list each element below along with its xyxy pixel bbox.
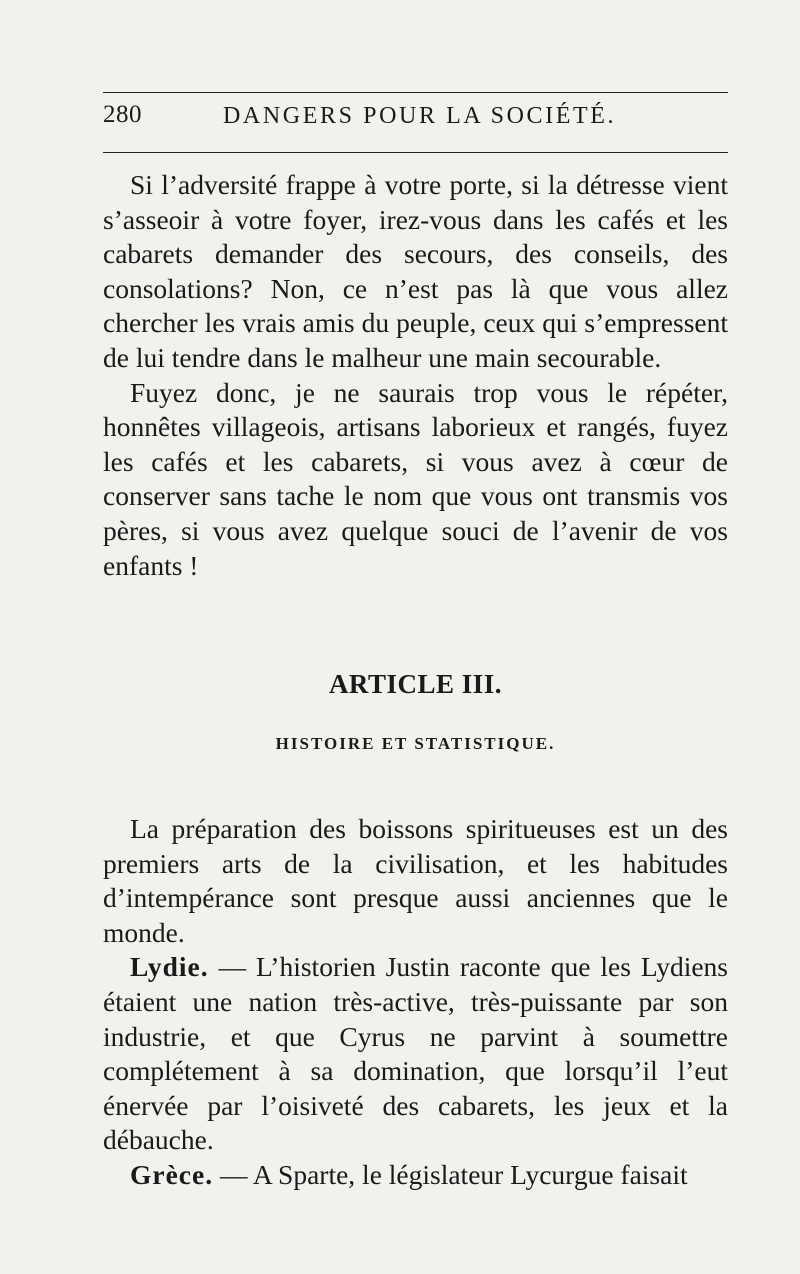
paragraph-preparation: La préparation des boissons spiritueuses est un des premiers arts de la civilisation, et les habitudes d’intempérance sont presque aussi anciennes que le monde. bbox=[103, 813, 728, 948]
page-number: 280 bbox=[103, 101, 142, 128]
header-rule-bottom bbox=[103, 152, 728, 153]
paragraph-fuyez: Fuyez donc, je ne saurais trop vous le répéter, honnêtes villageois, artisans laborieux et rangés, fuyez les cafés et les cabarets, si vous avez à cœur de conserver sans tache le nom que vous ont transmis vos pères, si vous avez quelque souci de l’avenir de vos enfants ! bbox=[103, 376, 728, 581]
paragraph-lydie bbox=[103, 950, 728, 1158]
body-text-bottom bbox=[103, 812, 728, 1193]
section-title: ARTICLE III. bbox=[328, 669, 503, 699]
running-head bbox=[103, 101, 728, 141]
lydie-text: — L’historien Justin raconte que les Lydiens étaient une nation très-active, très-puissante par son industrie, et que Cyrus ne parvint à soumettre complétement à sa domination, que lorsqu’il l’eut énervée par l’oisiveté des cabarets, les jeux et la débauche. bbox=[103, 951, 728, 1156]
paragraph-adversite: Si l’adversité frappe à votre porte, si la détresse vient s’asseoir à votre foyer, irez-vous dans les cafés et les cabarets demander des secours, des conseils, des consolations? Non, ce n’est pas là que vous allez chercher les vrais amis du peuple, ceux qui s’empressent de lui tendre dans le malheur une main secourable. bbox=[103, 169, 728, 373]
grece-heading: Grèce. bbox=[130, 1158, 214, 1190]
header-rule-top bbox=[103, 92, 728, 93]
running-title: DANGERS POUR LA SOCIÉTÉ. bbox=[223, 103, 617, 129]
grece-text: — A Sparte, le législateur Lycurgue faisait bbox=[213, 1158, 688, 1190]
paragraph-grece bbox=[103, 1158, 728, 1193]
lydie-heading: Lydie. bbox=[130, 951, 209, 983]
section-subtitle: HISTOIRE ET STATISTIQUE. bbox=[275, 734, 556, 753]
body-text-top bbox=[103, 168, 728, 583]
